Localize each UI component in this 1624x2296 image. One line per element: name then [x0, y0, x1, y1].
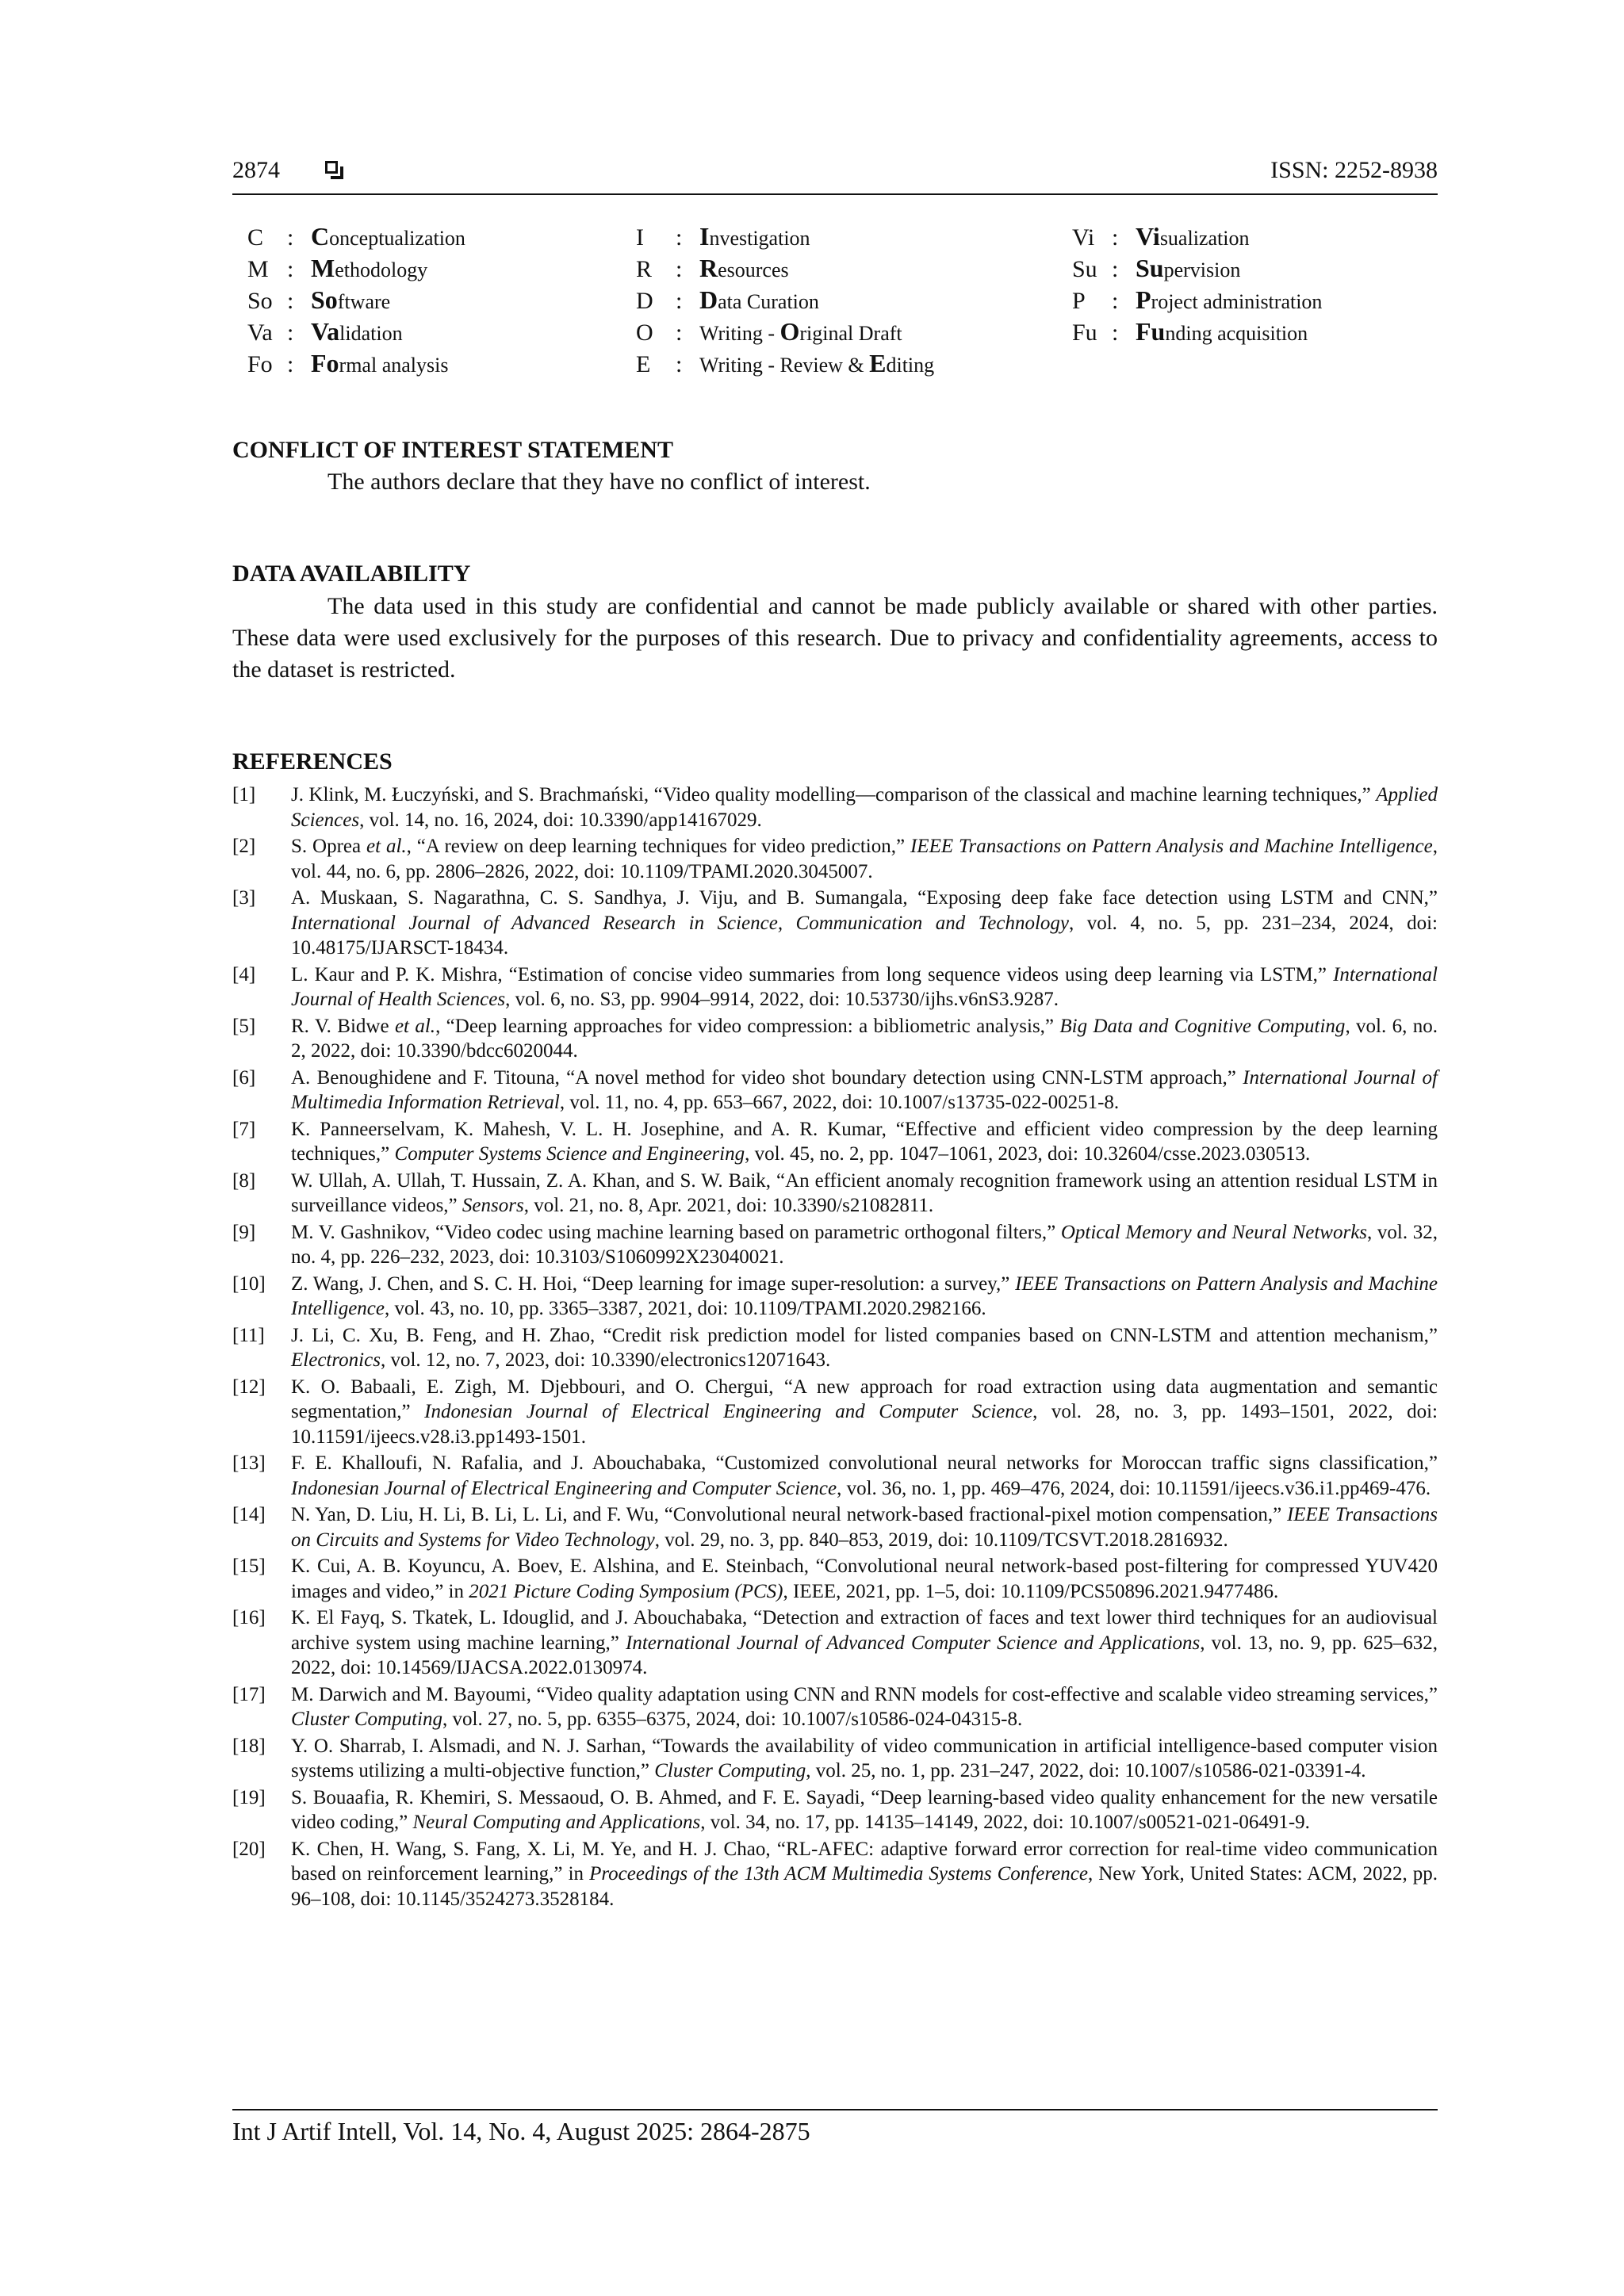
role-prefix: Writing - Review & — [699, 354, 870, 377]
role-abbr: D — [636, 288, 653, 314]
role-item — [1072, 316, 1322, 347]
reference-text — [291, 1117, 1438, 1167]
reference-item — [232, 1169, 1438, 1219]
data-availability-text: The data used in this study are confidential and cannot be made publicly available or shared with other parties. These data were used exclusively for the purposes of this research. Due to privacy and confidentiality agreements, access to the dataset is restricted. — [232, 593, 1438, 683]
role-label — [311, 254, 428, 282]
role-rest: ata Curation — [718, 290, 819, 313]
reference-number: [19] — [232, 1786, 266, 1808]
reference-segment: L. Kaur and P. K. Mishra, “Estimation of concise video summaries from long sequence videos using deep learning via LSTM,” — [291, 963, 1334, 985]
role-abbr: Su — [1072, 256, 1097, 282]
role-initial: Su — [1136, 254, 1164, 282]
reference-item — [232, 1220, 1438, 1270]
reference-segment: M. Darwich and M. Bayoumi, “Video quality adaptation using CNN and RNN models for cost-effective and scalable video streaming services,” — [291, 1683, 1438, 1705]
reference-segment: J. Klink, M. Łuczyński, and S. Brachmański, “Video quality modelling—comparison of the classical and machine learning techniques,” — [291, 784, 1377, 806]
reference-segment: Neural Computing and Applications — [412, 1812, 701, 1833]
reference-number: [20] — [232, 1838, 266, 1860]
role-rest: sualization — [1159, 227, 1250, 250]
role-item — [636, 220, 934, 252]
reference-segment: Cluster Computing — [654, 1760, 806, 1781]
roles-column-1 — [247, 220, 465, 379]
role-colon: : — [676, 351, 683, 377]
reference-segment: IEEE Transactions on Circuits and Systems for Video Technology — [291, 1504, 1438, 1551]
reference-segment: et al. — [394, 1015, 436, 1037]
roles-column-2 — [636, 220, 934, 379]
role-item — [1072, 284, 1322, 316]
reference-segment: M. V. Gashnikov, “Video codec using machine learning based on parametric orthogonal filters,” — [291, 1221, 1061, 1243]
reference-segment: , vol. 6, no. S3, pp. 9904–9914, 2022, doi: 10.53730/ijhs.v6nS3.9287. — [505, 989, 1059, 1010]
reference-segment: R. V. Bidwe — [291, 1015, 395, 1037]
reference-number: [13] — [232, 1452, 266, 1474]
reference-item — [232, 1375, 1438, 1450]
role-label — [311, 349, 449, 377]
reference-number: [4] — [232, 963, 256, 985]
reference-number: [5] — [232, 1015, 256, 1037]
role-colon: : — [676, 256, 683, 282]
reference-segment: A. Benoughidene and F. Titouna, “A novel method for video shot boundary detection using CNN-LSTM approach,” — [291, 1066, 1243, 1089]
role-rest: nding acquisition — [1165, 322, 1308, 345]
reference-item — [232, 1837, 1438, 1912]
reference-number: [2] — [232, 836, 256, 857]
data-availability-heading: DATA AVAILABILITY — [232, 561, 471, 587]
reference-number: [3] — [232, 887, 256, 909]
reference-segment: et al. — [366, 836, 407, 857]
reference-segment: J. Li, C. Xu, B. Feng, and H. Zhao, “Credit risk prediction model for listed companies based on CNN-LSTM and attention mechanism,” — [291, 1324, 1438, 1346]
reference-segment: , vol. 43, no. 10, pp. 3365–3387, 2021, doi: 10.1109/TPAMI.2020.2982166. — [385, 1298, 986, 1319]
reference-segment: International Journal of Multimedia Information Retrieval — [291, 1066, 1438, 1113]
reference-item — [232, 1451, 1438, 1501]
reference-segment: K. O. Babaali, E. Zigh, M. Djebbouri, and O. Chergui, “A new approach for road extraction using data augmentation and semantic segmentation,” — [291, 1376, 1438, 1422]
conflict-text: The authors declare that they have no conflict of interest. — [327, 469, 871, 495]
reference-number: [11] — [232, 1324, 265, 1346]
reference-segment: Sensors — [462, 1195, 524, 1216]
reference-segment: , vol. 45, no. 2, pp. 1047–1061, 2023, doi: 10.32604/csse.2023.030513. — [745, 1143, 1311, 1165]
reference-number: [7] — [232, 1118, 256, 1140]
role-label — [1136, 222, 1250, 251]
reference-text — [291, 1375, 1438, 1450]
reference-segment: Proceedings of the 13th ACM Multimedia Systems Conference — [589, 1863, 1088, 1885]
role-initial: D — [699, 285, 718, 314]
reference-segment: , vol. 44, no. 6, pp. 2806–2826, 2022, doi: 10.1109/TPAMI.2020.3045007. — [291, 836, 1438, 882]
role-initial: So — [311, 285, 338, 314]
issn: ISSN: 2252-8938 — [1270, 157, 1438, 183]
reference-segment: , vol. 32, no. 4, pp. 226–232, 2023, doi: 10.3103/S1060992X23040021. — [291, 1221, 1438, 1268]
reference-segment: , vol. 28, no. 3, pp. 1493–1501, 2022, doi: 10.11591/ijeecs.v28.i3.pp1493-1501. — [291, 1401, 1438, 1448]
reference-number: [10] — [232, 1272, 266, 1295]
role-label — [699, 222, 810, 251]
reference-item — [232, 1014, 1438, 1064]
role-abbr: M — [247, 256, 269, 282]
role-item — [636, 252, 934, 284]
reference-segment: IEEE Transactions on Pattern Analysis and Machine Intelligence — [291, 1272, 1438, 1319]
role-label — [699, 254, 789, 282]
reference-segment: , vol. 34, no. 17, pp. 14135–14149, 2022, doi: 10.1007/s00521-021-06491-9. — [700, 1812, 1310, 1833]
role-initial: Vi — [1136, 222, 1160, 251]
reference-text — [291, 1066, 1438, 1115]
role-abbr: O — [636, 320, 653, 346]
reference-segment: , vol. 11, no. 4, pp. 653–667, 2022, doi: 10.1007/s13735-022-00251-8. — [559, 1092, 1120, 1113]
roles-column-3 — [1072, 220, 1322, 347]
reference-number: [8] — [232, 1169, 256, 1192]
reference-segment: N. Yan, D. Liu, H. Li, B. Li, L. Li, and F. Wu, “Convolutional neural network-based fractional-pixel motion compensation,” — [291, 1504, 1287, 1525]
reference-segment: , vol. 29, no. 3, pp. 840–853, 2019, doi: 10.1109/TCSVT.2018.2816932. — [654, 1529, 1228, 1551]
role-colon: : — [1112, 224, 1119, 251]
reference-segment: , vol. 4, no. 5, pp. 231–234, 2024, doi: 10.48175/IJARSCT-18434. — [291, 912, 1438, 959]
role-initial: E — [869, 349, 887, 377]
reference-segment: 2021 Picture Coding Symposium (PCS) — [469, 1580, 783, 1602]
reference-segment: Indonesian Journal of Electrical Engineering and Computer Science — [424, 1401, 1033, 1422]
reference-segment: K. Panneerselvam, K. Mahesh, V. L. H. Josephine, and A. R. Kumar, “Effective and efficient video compression by the deep learning techniques,” — [291, 1118, 1438, 1165]
role-initial: C — [311, 222, 330, 251]
role-initial: R — [699, 254, 718, 282]
reference-text — [291, 1272, 1438, 1322]
reference-segment: Computer Systems Science and Engineering — [394, 1143, 745, 1165]
role-initial: Fu — [1136, 317, 1166, 346]
role-abbr: So — [247, 288, 273, 314]
role-item — [247, 347, 465, 379]
role-rest: rmal analysis — [339, 354, 449, 377]
role-label — [699, 317, 902, 346]
role-item — [247, 316, 465, 347]
role-abbr: Fo — [247, 351, 273, 377]
role-initial: O — [779, 317, 800, 346]
conflict-heading: CONFLICT OF INTEREST STATEMENT — [232, 437, 673, 463]
reference-text — [291, 1734, 1438, 1784]
role-label — [311, 222, 465, 251]
reference-number: [12] — [232, 1376, 266, 1398]
reference-text — [291, 1682, 1438, 1732]
reference-segment: , vol. 25, no. 1, pp. 231–247, 2022, doi: 10.1007/s10586-021-03391-4. — [806, 1760, 1366, 1781]
reference-text — [291, 1451, 1438, 1501]
reference-segment: , “Deep learning approaches for video compression: a bibliometric analysis,” — [435, 1015, 1060, 1037]
reference-item — [232, 783, 1438, 832]
role-item — [636, 316, 934, 347]
role-initial: Fo — [311, 349, 339, 377]
reference-text — [291, 783, 1438, 832]
role-initial: M — [311, 254, 335, 282]
reference-segment: Cluster Computing — [291, 1709, 442, 1730]
reference-number: [15] — [232, 1556, 266, 1577]
role-abbr: Vi — [1072, 224, 1095, 251]
conflict-paragraph — [232, 466, 1438, 498]
role-label — [1136, 254, 1241, 282]
reference-number: [6] — [232, 1066, 256, 1089]
box-ornament-icon — [325, 161, 343, 178]
header-rule — [232, 193, 1438, 195]
reference-item — [232, 1605, 1438, 1681]
reference-segment: , IEEE, 2021, pp. 1–5, doi: 10.1109/PCS50896.2021.9477486. — [783, 1580, 1279, 1602]
journal-footer: Int J Artif Intell, Vol. 14, No. 4, August 2025: 2864-2875 — [232, 2117, 810, 2145]
reference-item — [232, 1066, 1438, 1115]
reference-segment: S. Oprea — [291, 836, 367, 857]
role-rest: onceptualization — [329, 227, 465, 250]
data-availability-paragraph — [232, 591, 1438, 686]
role-rest: diting — [886, 354, 935, 377]
role-colon: : — [287, 256, 294, 282]
reference-segment: International Journal of Advanced Computer Science and Applications — [626, 1632, 1201, 1654]
reference-item — [232, 1117, 1438, 1167]
role-rest: pervision — [1163, 258, 1241, 281]
reference-text — [291, 1502, 1438, 1552]
reference-item — [232, 834, 1438, 884]
reference-segment: Indonesian Journal of Electrical Engineering and Computer Science — [291, 1477, 837, 1499]
role-label — [1136, 285, 1323, 314]
reference-text — [291, 1323, 1438, 1373]
role-rest: ftware — [337, 290, 391, 313]
contribution-roles — [247, 220, 1437, 379]
role-rest: esources — [718, 258, 789, 281]
reference-item — [232, 1502, 1438, 1552]
role-abbr: Fu — [1072, 320, 1097, 346]
reference-item — [232, 1682, 1438, 1732]
role-abbr: E — [636, 351, 651, 377]
role-item — [247, 252, 465, 284]
role-colon: : — [676, 320, 683, 346]
role-initial: P — [1136, 285, 1151, 314]
role-label — [699, 285, 819, 314]
reference-text — [291, 1169, 1438, 1219]
reference-segment: , vol. 12, no. 7, 2023, doi: 10.3390/electronics12071643. — [380, 1349, 831, 1371]
reference-number: [18] — [232, 1735, 266, 1757]
role-label — [311, 285, 391, 314]
reference-segment: IEEE Transactions on Pattern Analysis and Machine Intelligence — [910, 836, 1433, 857]
reference-segment: Y. O. Sharrab, I. Alsmadi, and N. J. Sarhan, “Towards the availability of video communication in artificial intelligence-based computer vision systems utilizing a multi-objective function,” — [291, 1735, 1438, 1781]
reference-text — [291, 886, 1438, 961]
role-item — [1072, 220, 1322, 252]
role-colon: : — [287, 224, 294, 251]
page-number: 2874 — [232, 157, 280, 183]
reference-segment: Big Data and Cognitive Computing — [1059, 1015, 1346, 1037]
reference-text — [291, 1785, 1438, 1835]
reference-segment: S. Bouaafia, R. Khemiri, S. Messaoud, O. B. Ahmed, and F. E. Sayadi, “Deep learning-based video quality enhancement for the new versatile video coding,” — [291, 1786, 1438, 1833]
reference-segment: , vol. 27, no. 5, pp. 6355–6375, 2024, doi: 10.1007/s10586-024-04315-8. — [442, 1709, 1023, 1730]
reference-segment: Optical Memory and Neural Networks — [1060, 1221, 1368, 1243]
reference-text — [291, 962, 1438, 1012]
reference-item — [232, 1734, 1438, 1784]
reference-item — [232, 1272, 1438, 1322]
role-rest: roject administration — [1151, 290, 1323, 313]
reference-number: [17] — [232, 1683, 266, 1705]
role-abbr: Va — [247, 320, 273, 346]
reference-number: [1] — [232, 784, 256, 806]
reference-segment: Z. Wang, J. Chen, and S. C. H. Hoi, “Deep learning for image super-resolution: a survey,” — [291, 1272, 1016, 1295]
reference-number: [16] — [232, 1607, 266, 1628]
role-item — [247, 220, 465, 252]
role-rest: riginal Draft — [799, 322, 902, 345]
reference-segment: K. Chen, H. Wang, S. Fang, X. Li, M. Ye, and H. J. Chao, “RL-AFEC: adaptive forward error correction for real-time video communication based on reinforcement learning,” in — [291, 1838, 1438, 1885]
reference-segment: , vol. 6, no. 2, 2022, doi: 10.3390/bdcc6020044. — [291, 1015, 1438, 1062]
reference-segment: , vol. 13, no. 9, pp. 625–632, 2022, doi: 10.14569/IJACSA.2022.0130974. — [291, 1632, 1438, 1678]
role-abbr: P — [1072, 288, 1086, 314]
reference-item — [232, 1785, 1438, 1835]
role-item — [1072, 252, 1322, 284]
reference-segment: Applied Sciences — [291, 784, 1438, 831]
role-colon: : — [1112, 256, 1119, 282]
reference-number: [9] — [232, 1221, 256, 1243]
role-initial: I — [699, 222, 710, 251]
reference-text — [291, 1554, 1438, 1604]
role-rest: ethodology — [335, 258, 428, 281]
role-label — [1136, 317, 1308, 346]
role-item — [247, 284, 465, 316]
reference-segment: A. Muskaan, S. Nagarathna, C. S. Sandhya, J. Viju, and B. Sumangala, “Exposing deep fake face detection using LSTM and CNN,” — [291, 887, 1438, 909]
reference-segment: K. Cui, A. B. Koyuncu, A. Boev, E. Alshina, and E. Steinbach, “Convolutional neural network-based post-filtering for compressed YUV420 images and video,” in — [291, 1556, 1438, 1602]
reference-segment: , New York, United States: ACM, 2022, pp. 96–108, doi: 10.1145/3524273.3528184. — [291, 1863, 1438, 1910]
reference-text — [291, 1220, 1438, 1270]
role-prefix: Writing - — [699, 322, 780, 345]
reference-segment: International Journal of Advanced Research in Science, Communication and Technology — [291, 912, 1070, 934]
reference-list — [232, 783, 1438, 1913]
reference-item — [232, 1323, 1438, 1373]
role-label — [311, 317, 403, 346]
role-label — [699, 349, 935, 377]
reference-segment: F. E. Khalloufi, N. Rafalia, and J. Abouchabaka, “Customized convolutional neural networks for Moroccan traffic signs classification,” — [291, 1452, 1438, 1474]
reference-text — [291, 834, 1438, 884]
role-colon: : — [287, 351, 294, 377]
reference-segment: K. El Fayq, S. Tkatek, L. Idouglid, and J. Abouchabaka, “Detection and extraction of faces and text lower third techniques for an audiovisual archive system using machine learning,” — [291, 1607, 1438, 1654]
reference-number: [14] — [232, 1504, 266, 1525]
role-initial: Va — [311, 317, 340, 346]
reference-text — [291, 1837, 1438, 1912]
role-colon: : — [1112, 288, 1119, 314]
role-colon: : — [676, 224, 683, 251]
reference-segment: , vol. 14, no. 16, 2024, doi: 10.3390/app14167029. — [359, 809, 762, 831]
role-rest: nvestigation — [709, 227, 810, 250]
role-abbr: R — [636, 256, 653, 282]
reference-segment: , “A review on deep learning techniques for video prediction,” — [406, 836, 910, 857]
reference-segment: Electronics — [291, 1349, 381, 1371]
role-rest: lidation — [339, 322, 403, 345]
reference-text — [291, 1014, 1438, 1064]
role-colon: : — [287, 320, 294, 346]
role-item — [636, 347, 934, 379]
role-abbr: I — [636, 224, 644, 251]
reference-segment: International Journal of Health Sciences — [291, 963, 1438, 1010]
role-item — [636, 284, 934, 316]
reference-segment: W. Ullah, A. Ullah, T. Hussain, Z. A. Khan, and S. W. Baik, “An efficient anomaly recognition framework using an attention residual LSTM in surveillance videos,” — [291, 1169, 1438, 1216]
references-heading: REFERENCES — [232, 748, 393, 775]
role-colon: : — [287, 288, 294, 314]
reference-item — [232, 1554, 1438, 1604]
reference-segment: , vol. 21, no. 8, Apr. 2021, doi: 10.3390/s21082811. — [523, 1195, 934, 1216]
reference-item — [232, 886, 1438, 961]
reference-item — [232, 962, 1438, 1012]
reference-segment: , vol. 36, no. 1, pp. 469–476, 2024, doi: 10.11591/ijeecs.v36.i1.pp469-476. — [837, 1477, 1431, 1499]
role-colon: : — [1112, 320, 1119, 346]
role-colon: : — [676, 288, 683, 314]
page-header — [232, 157, 1438, 193]
role-abbr: C — [247, 224, 264, 251]
reference-text — [291, 1605, 1438, 1681]
footer-rule — [232, 2109, 1438, 2110]
